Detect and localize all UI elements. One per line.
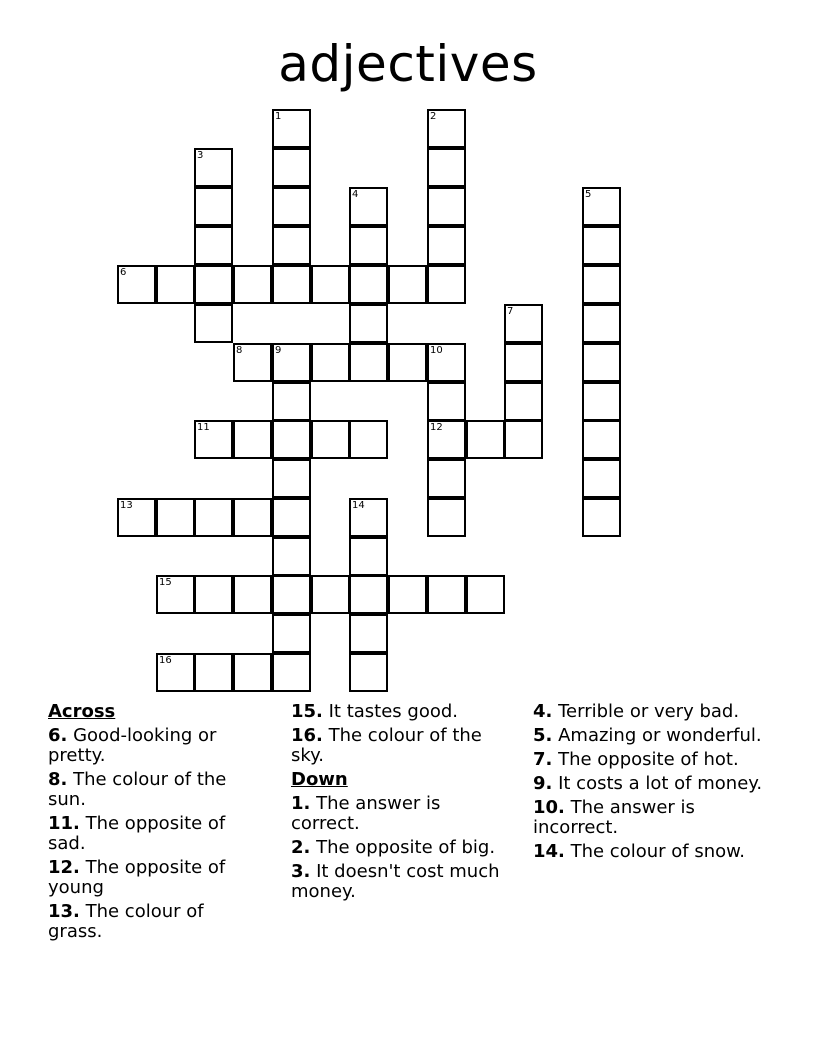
clue-item	[291, 702, 501, 722]
grid-cell[interactable]	[272, 459, 311, 498]
clue-item	[533, 750, 773, 770]
clue-text: The opposite of young	[48, 857, 226, 898]
grid-cell[interactable]	[311, 420, 350, 459]
grid-cell[interactable]	[427, 459, 466, 498]
grid-cell[interactable]	[504, 304, 543, 343]
clues-column-1	[48, 702, 253, 946]
grid-cell[interactable]	[272, 148, 311, 187]
cell-number: 5	[585, 189, 592, 200]
grid-cell[interactable]	[272, 343, 311, 382]
clue-number: 8.	[48, 769, 68, 790]
clue-text: The colour of the sky.	[291, 725, 482, 766]
grid-cell[interactable]	[194, 653, 233, 692]
grid-cell[interactable]	[349, 575, 388, 614]
cell-number: 11	[197, 422, 210, 433]
cell-number: 6	[120, 267, 127, 278]
grid-cell[interactable]	[311, 265, 350, 304]
grid-cell[interactable]	[582, 420, 621, 459]
clue-text: The colour of grass.	[48, 901, 204, 942]
clue-item	[48, 814, 253, 854]
clue-text: The opposite of hot.	[552, 749, 739, 770]
clue-number: 10.	[533, 797, 565, 818]
grid-cell[interactable]	[272, 382, 311, 421]
grid-cell[interactable]	[349, 304, 388, 343]
grid-cell[interactable]	[349, 537, 388, 576]
clue-number: 3.	[291, 861, 311, 882]
clue-text: The colour of the sun.	[48, 769, 227, 810]
grid-cell[interactable]	[349, 187, 388, 226]
cell-number: 9	[275, 345, 282, 356]
cell-number: 13	[120, 500, 133, 511]
clues-column-3	[533, 702, 773, 866]
grid-cell[interactable]	[349, 498, 388, 537]
clue-item	[291, 838, 501, 858]
grid-cell[interactable]	[156, 265, 195, 304]
grid-cell[interactable]	[233, 575, 272, 614]
across-clues-list-continued	[291, 702, 501, 766]
cell-number: 10	[430, 345, 443, 356]
grid-cell[interactable]	[388, 575, 427, 614]
grid-cell[interactable]	[349, 226, 388, 265]
grid-cell[interactable]	[582, 265, 621, 304]
grid-cell[interactable]	[311, 575, 350, 614]
grid-cell[interactable]	[388, 343, 427, 382]
clue-number: 4.	[533, 701, 553, 722]
clue-item	[533, 798, 773, 838]
clue-text: The opposite of sad.	[48, 813, 226, 854]
grid-cell[interactable]	[272, 575, 311, 614]
down-heading: Down	[291, 769, 348, 790]
clue-text: Terrible or very bad.	[552, 701, 740, 722]
clue-number: 9.	[533, 773, 553, 794]
clue-item	[533, 702, 773, 722]
grid-cell[interactable]	[272, 226, 311, 265]
cell-number: 14	[352, 500, 365, 511]
clue-text: The opposite of big.	[310, 837, 496, 858]
grid-cell[interactable]	[504, 382, 543, 421]
clue-number: 7.	[533, 749, 553, 770]
grid-cell[interactable]	[427, 148, 466, 187]
clue-number: 5.	[533, 725, 553, 746]
grid-cell[interactable]	[194, 187, 233, 226]
grid-cell[interactable]	[194, 265, 233, 304]
grid-cell[interactable]	[117, 265, 156, 304]
grid-cell[interactable]	[349, 653, 388, 692]
grid-cell[interactable]	[272, 537, 311, 576]
grid-cell[interactable]	[582, 187, 621, 226]
grid-cell[interactable]	[311, 343, 350, 382]
grid-cell[interactable]	[349, 420, 388, 459]
clue-item	[48, 902, 253, 942]
clue-number: 13.	[48, 901, 80, 922]
grid-cell[interactable]	[582, 498, 621, 537]
clue-text: The answer is correct.	[291, 793, 441, 834]
grid-cell[interactable]	[156, 498, 195, 537]
clue-number: 2.	[291, 837, 311, 858]
clue-item	[48, 858, 253, 898]
across-heading: Across	[48, 701, 116, 722]
cell-number: 2	[430, 111, 437, 122]
grid-cell[interactable]	[466, 575, 505, 614]
grid-cell[interactable]	[349, 614, 388, 653]
grid-cell[interactable]	[233, 498, 272, 537]
grid-cell[interactable]	[117, 498, 156, 537]
cell-number: 4	[352, 189, 359, 200]
grid-cell[interactable]	[349, 343, 388, 382]
grid-cell[interactable]	[272, 498, 311, 537]
grid-cell[interactable]	[194, 575, 233, 614]
clues-column-2	[291, 702, 501, 906]
grid-cell[interactable]	[272, 109, 311, 148]
grid-cell[interactable]	[582, 382, 621, 421]
cell-number: 7	[507, 306, 514, 317]
clue-number: 14.	[533, 841, 565, 862]
grid-cell[interactable]	[272, 187, 311, 226]
clue-number: 12.	[48, 857, 80, 878]
grid-cell[interactable]	[156, 653, 195, 692]
grid-cell[interactable]	[194, 148, 233, 187]
grid-cell[interactable]	[233, 420, 272, 459]
grid-cell[interactable]	[272, 420, 311, 459]
across-clues-list	[48, 726, 253, 942]
grid-cell[interactable]	[427, 343, 466, 382]
down-clues-list-continued	[533, 702, 773, 862]
grid-cell[interactable]	[582, 226, 621, 265]
clue-text: It tastes good.	[322, 701, 458, 722]
grid-cell[interactable]	[233, 265, 272, 304]
grid-cell[interactable]	[427, 498, 466, 537]
page-title: adjectives	[278, 35, 538, 93]
cell-number: 3	[197, 150, 204, 161]
grid-cell[interactable]	[582, 343, 621, 382]
grid-cell[interactable]	[427, 187, 466, 226]
clue-item	[533, 726, 773, 746]
grid-cell[interactable]	[427, 420, 466, 459]
grid-cell[interactable]	[272, 653, 311, 692]
grid-cell[interactable]	[466, 420, 505, 459]
clue-text: Good-looking or pretty.	[48, 725, 217, 766]
clue-item	[48, 770, 253, 810]
clue-item	[533, 842, 773, 862]
grid-cell[interactable]	[349, 265, 388, 304]
grid-cell[interactable]	[388, 265, 427, 304]
grid-cell[interactable]	[156, 575, 195, 614]
clue-text: It costs a lot of money.	[552, 773, 763, 794]
grid-cell[interactable]	[427, 226, 466, 265]
clue-item	[291, 794, 501, 834]
grid-cell[interactable]	[427, 575, 466, 614]
clue-text: Amazing or wonderful.	[552, 725, 762, 746]
clue-number: 16.	[291, 725, 323, 746]
grid-cell[interactable]	[504, 420, 543, 459]
cell-number: 12	[430, 422, 443, 433]
cell-number: 8	[236, 345, 243, 356]
grid-cell[interactable]	[194, 226, 233, 265]
clue-number: 1.	[291, 793, 311, 814]
grid-cell[interactable]	[272, 265, 311, 304]
cell-number: 1	[275, 111, 282, 122]
clue-item	[291, 726, 501, 766]
grid-cell[interactable]	[194, 420, 233, 459]
clue-item	[48, 726, 253, 766]
clue-text: The answer is incorrect.	[533, 797, 695, 838]
clue-item	[533, 774, 773, 794]
clue-number: 6.	[48, 725, 68, 746]
grid-cell[interactable]	[194, 498, 233, 537]
clue-text: It doesn't cost much money.	[291, 861, 500, 902]
grid-cell[interactable]	[582, 304, 621, 343]
grid-cell[interactable]	[427, 265, 466, 304]
grid-cell[interactable]	[427, 109, 466, 148]
clue-number: 15.	[291, 701, 323, 722]
clue-item	[291, 862, 501, 902]
grid-cell[interactable]	[194, 304, 233, 343]
clue-number: 11.	[48, 813, 80, 834]
grid-cell[interactable]	[233, 653, 272, 692]
grid-cell[interactable]	[504, 343, 543, 382]
grid-cell[interactable]	[582, 459, 621, 498]
grid-cell[interactable]	[427, 382, 466, 421]
grid-cell[interactable]	[233, 343, 272, 382]
grid-cell[interactable]	[272, 614, 311, 653]
cell-number: 16	[159, 655, 172, 666]
cell-number: 15	[159, 577, 172, 588]
down-clues-list	[291, 794, 501, 902]
clue-text: The colour of snow.	[564, 841, 745, 862]
